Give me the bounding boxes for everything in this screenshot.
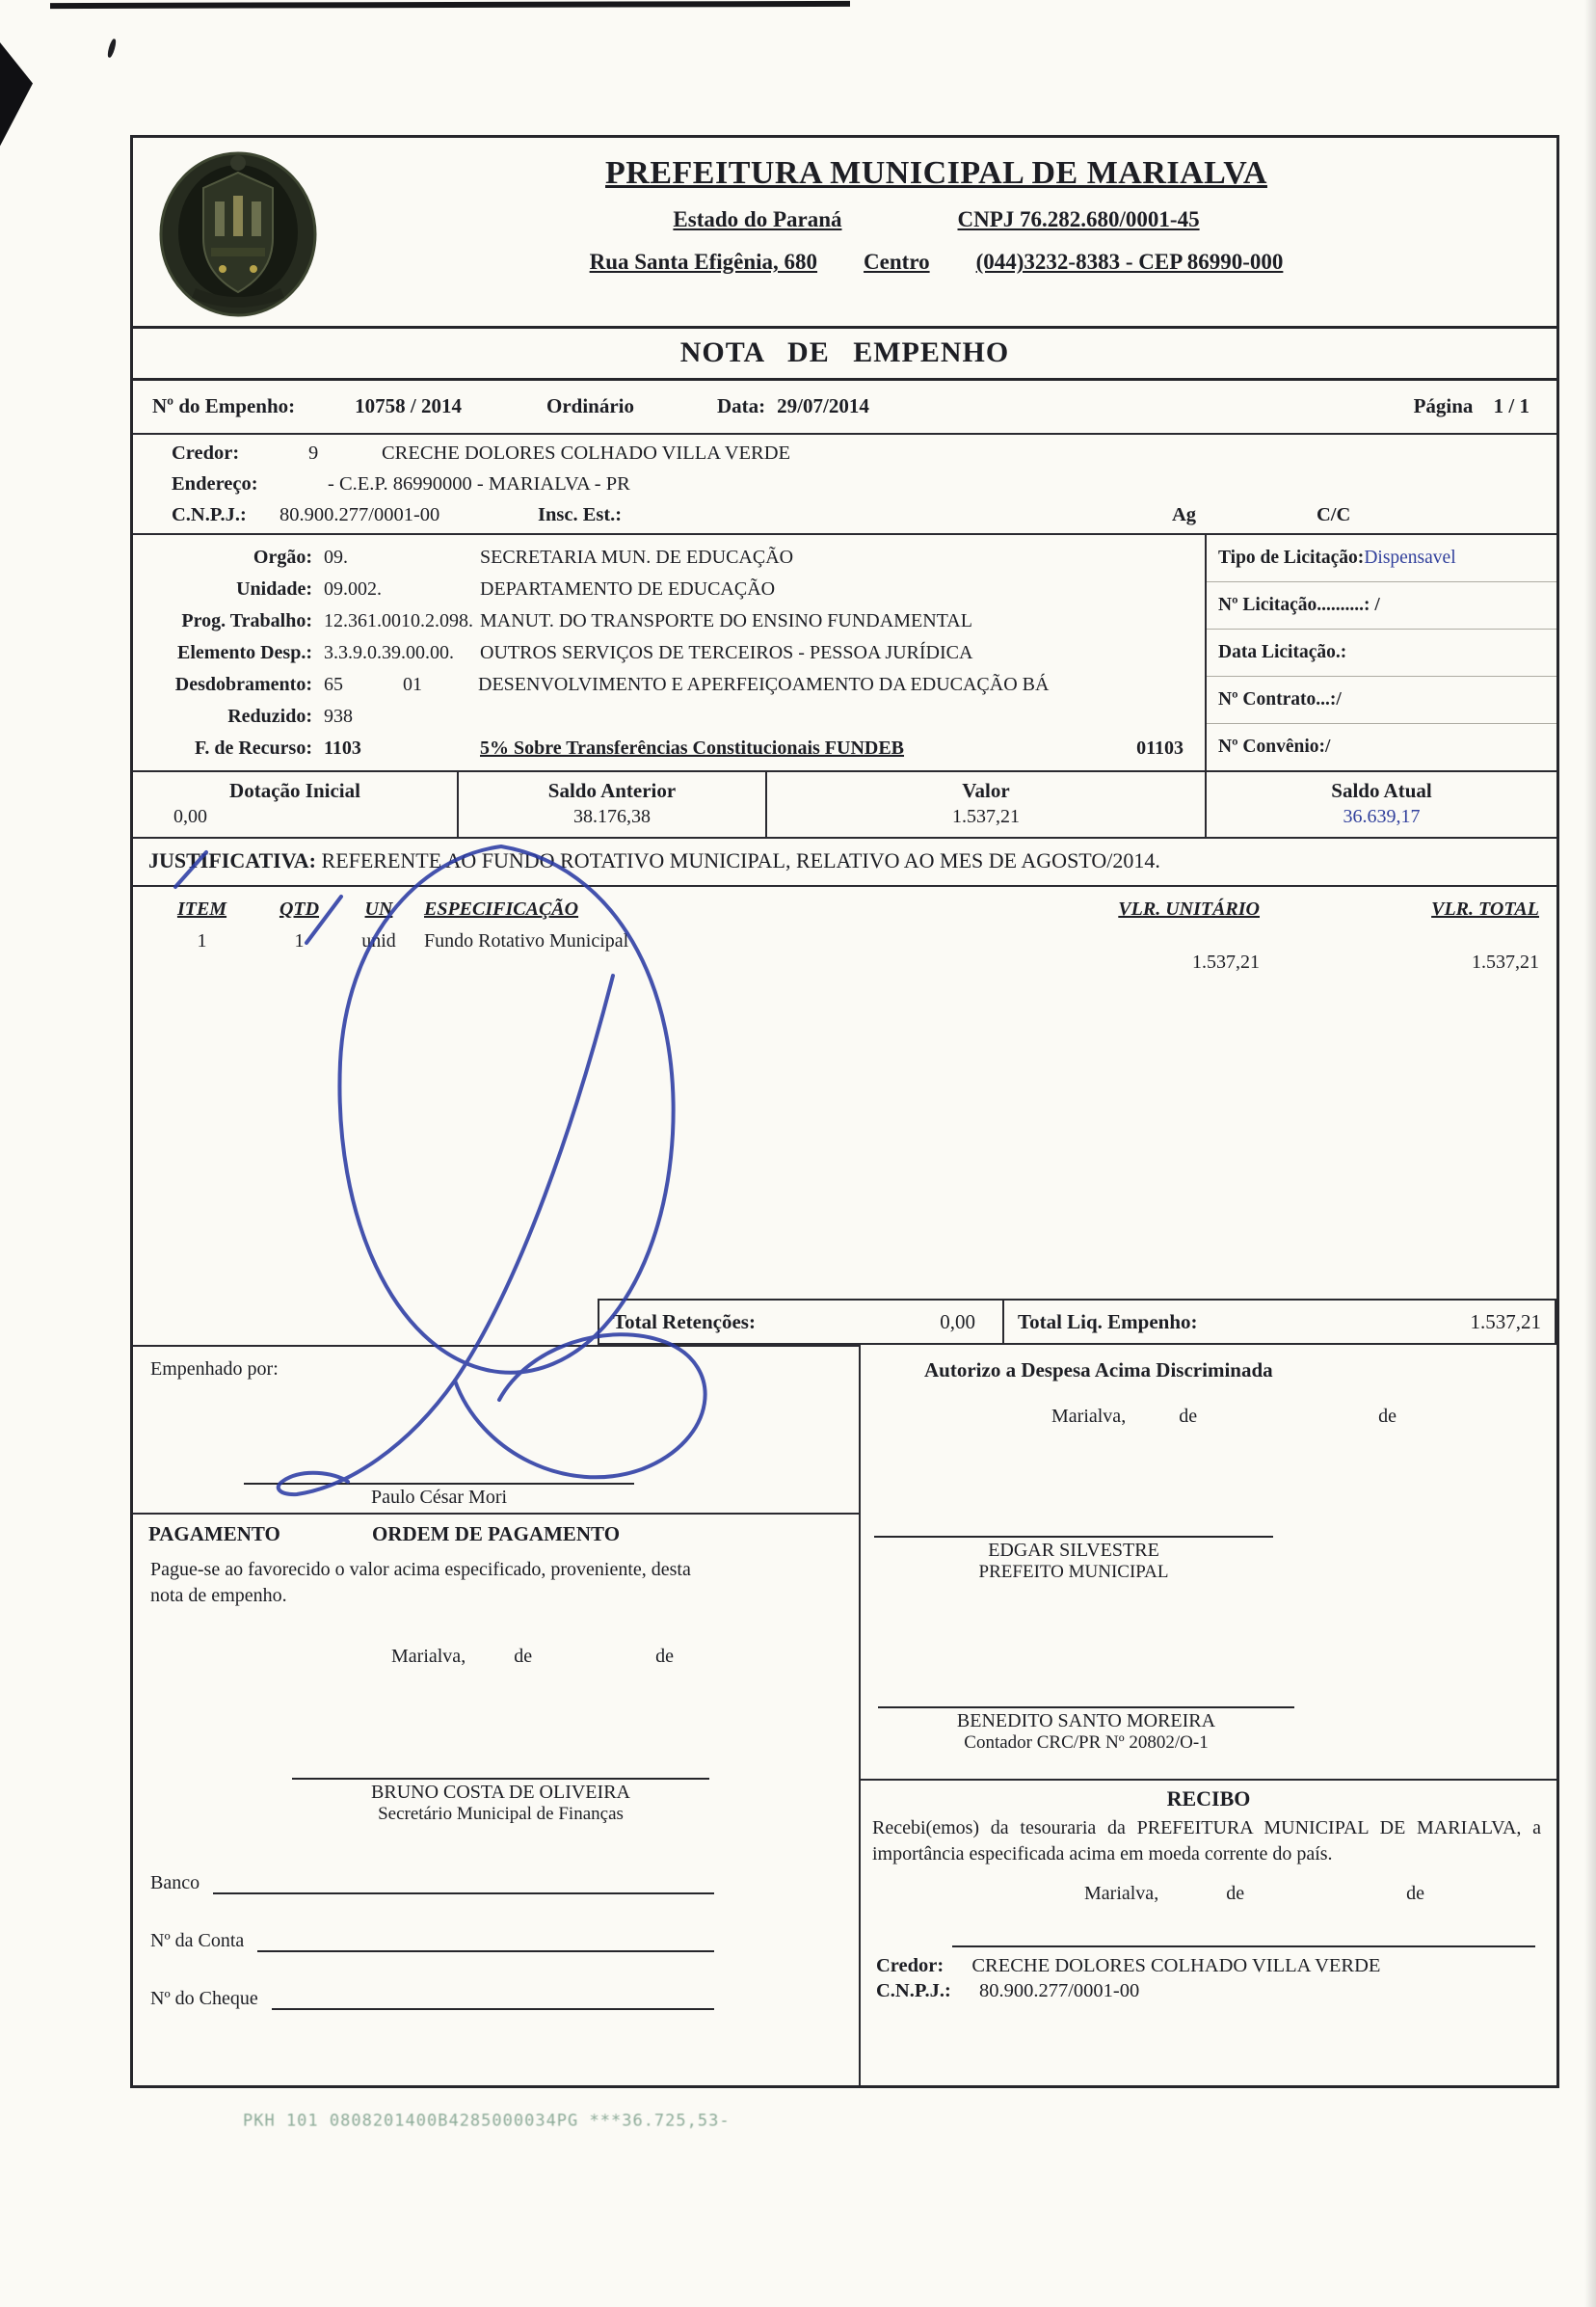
budget-row-elemento bbox=[133, 637, 1205, 669]
header-text-block bbox=[330, 146, 1543, 318]
col-especificacao: ESPECIFICAÇÃO bbox=[424, 899, 579, 920]
secretario-title: Secretário Municipal de Finanças bbox=[378, 1804, 624, 1824]
recibo-cnpj-row bbox=[861, 1980, 1556, 2002]
empenho-number-label: Nº do Empenho: bbox=[152, 394, 296, 417]
unidade-code: 09.002. bbox=[324, 578, 382, 600]
empenho-number: 10758 / 2014 bbox=[355, 394, 462, 417]
col-item: ITEM bbox=[176, 899, 227, 920]
cheque-label: Nº do Cheque bbox=[150, 1988, 258, 2009]
recibo-credor-name: CRECHE DOLORES COLHADO VILLA VERDE bbox=[971, 1955, 1381, 1976]
cheque-blank-line bbox=[272, 1985, 714, 2010]
contador-name: BENEDITO SANTO MOREIRA bbox=[956, 1710, 1216, 1731]
prog-trabalho-label: Prog. Trabalho: bbox=[181, 610, 312, 631]
header-cnpj: CNPJ 76.282.680/0001-45 bbox=[957, 207, 1200, 231]
pen-mark-artifact bbox=[106, 39, 117, 59]
cheque-field bbox=[150, 1985, 714, 2010]
fonte-recurso-desc: 5% Sobre Transferências Constitucionais FUNDEB bbox=[480, 738, 905, 759]
prefeito-name: EDGAR SILVESTRE bbox=[988, 1540, 1159, 1561]
recibo-credor-block bbox=[861, 1945, 1556, 2002]
budget-row-fonte-recurso bbox=[133, 733, 1205, 765]
prefeito-title: PREFEITO MUNICIPAL bbox=[978, 1562, 1169, 1582]
valor-cell bbox=[767, 772, 1205, 837]
recibo-credor-row bbox=[861, 1955, 1556, 1977]
empenho-type: Ordinário bbox=[545, 394, 634, 417]
creditor-label: Credor: bbox=[172, 443, 240, 464]
fonte-recurso-extra: 01103 bbox=[1136, 738, 1184, 759]
total-liquido-value: 1.537,21 bbox=[1470, 1309, 1541, 1333]
month-de-label: de bbox=[1378, 1406, 1396, 1427]
conta-corrente-label: C/C bbox=[1317, 504, 1351, 525]
page-indicator bbox=[1414, 394, 1530, 418]
justificativa-label: JUSTIFICATIVA: bbox=[148, 848, 317, 872]
desdobramento-label: Desdobramento: bbox=[174, 674, 312, 695]
unidade-desc: DEPARTAMENTO DE EDUCAÇÃO bbox=[480, 578, 776, 600]
empenhado-signer-name: Paulo César Mori bbox=[370, 1487, 508, 1508]
creditor-block bbox=[133, 435, 1556, 535]
col-un: UN bbox=[364, 899, 393, 920]
banco-label: Banco bbox=[150, 1872, 200, 1893]
saldo-atual-label: Saldo Atual bbox=[1331, 779, 1432, 802]
crest-graphic bbox=[155, 146, 321, 319]
budget-classification bbox=[133, 535, 1205, 770]
empenhado-por-label: Empenhado por: bbox=[150, 1358, 279, 1380]
day-de-label: de bbox=[1179, 1406, 1198, 1427]
day-de-label: de bbox=[1226, 1883, 1245, 1904]
form-header bbox=[133, 138, 1556, 329]
secretario-signature-block bbox=[292, 1778, 709, 1825]
contador-signature-block bbox=[878, 1706, 1294, 1754]
num-licitacao-label: Nº Licitação..........: / bbox=[1218, 595, 1380, 615]
unidade-label: Unidade: bbox=[236, 578, 312, 600]
balance-row bbox=[133, 772, 1556, 839]
banco-blank-line bbox=[213, 1869, 714, 1894]
empenhado-box bbox=[133, 1347, 859, 1513]
empenhado-signature-line bbox=[244, 1483, 634, 1485]
data-licitacao-row bbox=[1207, 630, 1556, 677]
header-line-3 bbox=[330, 250, 1543, 275]
page-label: Página bbox=[1413, 394, 1474, 417]
tipo-licitacao-row bbox=[1207, 535, 1556, 582]
dot-matrix-code: PKH 101 0808201400B4285000034PG ***36.725,53- bbox=[243, 2111, 731, 2131]
contador-title: Contador CRC/PR Nº 20802/O-1 bbox=[964, 1732, 1209, 1753]
total-liquido-cell bbox=[1002, 1299, 1556, 1345]
saldo-anterior-value: 38.176,38 bbox=[573, 806, 651, 827]
total-liquido-label: Total Liq. Empenho: bbox=[1018, 1309, 1198, 1333]
state-label: Estado do Paraná bbox=[673, 207, 842, 231]
creditor-code: 9 bbox=[308, 443, 319, 464]
desdobramento-code2: 01 bbox=[403, 674, 422, 695]
payment-date-line bbox=[133, 1646, 859, 1668]
conta-label: Nº da Conta bbox=[150, 1930, 245, 1951]
date-label: Data: bbox=[717, 394, 766, 417]
scan-corner-artifact bbox=[0, 42, 33, 150]
document-title: NOTA DE EMPENHO bbox=[133, 329, 1556, 381]
prefeito-signature-block bbox=[874, 1536, 1273, 1583]
pagamento-title: PAGAMENTO bbox=[148, 1522, 280, 1545]
page-value: 1 / 1 bbox=[1493, 394, 1530, 417]
pagamento-header bbox=[133, 1513, 859, 1555]
municipal-crest-logo bbox=[146, 146, 330, 318]
contador-signature-line bbox=[878, 1706, 1294, 1708]
item-unit-price: 1.537,21 bbox=[1192, 952, 1260, 973]
creditor-address: - C.E.P. 86990000 - MARIALVA - PR bbox=[328, 473, 630, 495]
items-blank-area bbox=[133, 974, 1556, 1299]
autorizo-text: Autorizo a Despesa Acima Discriminada bbox=[924, 1358, 1273, 1382]
address-label: Endereço: bbox=[172, 473, 258, 495]
budget-row-orgao bbox=[133, 542, 1205, 574]
dotacao-inicial-label: Dotação Inicial bbox=[229, 779, 360, 802]
num-convenio-row bbox=[1207, 724, 1556, 770]
tipo-licitacao-value: Dispensavel bbox=[1364, 548, 1456, 568]
orgao-label: Orgão: bbox=[253, 547, 312, 568]
recibo-cnpj-value: 80.900.277/0001-00 bbox=[978, 1980, 1140, 2001]
prog-trabalho-code: 12.361.0010.2.098. bbox=[324, 610, 473, 631]
orgao-code: 09. bbox=[324, 547, 348, 568]
saldo-atual-value: 36.639,17 bbox=[1343, 806, 1421, 827]
num-contrato-row bbox=[1207, 677, 1556, 724]
elemento-code: 3.3.9.0.39.00.00. bbox=[324, 642, 454, 663]
orgao-desc: SECRETARIA MUN. DE EDUCAÇÃO bbox=[480, 547, 794, 568]
month-de-label: de bbox=[655, 1646, 674, 1667]
justificativa-text: REFERENTE AO FUNDO ROTATIVO MUNICIPAL, RELATIVO AO MES DE AGOSTO/2014. bbox=[321, 848, 1160, 872]
reduzido-code: 938 bbox=[324, 706, 353, 727]
recibo-cnpj-label: C.N.P.J.: bbox=[876, 1980, 951, 2001]
city-label: Marialva, bbox=[1084, 1883, 1159, 1904]
ordem-pagamento-title: ORDEM DE PAGAMENTO bbox=[371, 1522, 621, 1545]
col-qtd: QTD bbox=[279, 899, 320, 920]
recibo-title: RECIBO bbox=[861, 1779, 1556, 1811]
budget-row-desdobramento bbox=[133, 669, 1205, 701]
cnpj-label: C.N.P.J.: bbox=[172, 504, 247, 525]
month-de-label: de bbox=[1406, 1883, 1424, 1904]
valor-value: 1.537,21 bbox=[952, 806, 1020, 827]
city-label: Marialva, bbox=[391, 1646, 466, 1667]
day-de-label: de bbox=[514, 1646, 533, 1667]
scan-edge-artifact bbox=[50, 1, 850, 9]
col-vlr-unitario: VLR. UNITÁRIO bbox=[1118, 899, 1260, 920]
item-number: 1 bbox=[197, 930, 207, 952]
conta-field bbox=[150, 1927, 714, 1952]
budget-section bbox=[133, 535, 1556, 772]
item-row bbox=[133, 923, 1556, 974]
authorization-date-line bbox=[861, 1406, 1556, 1428]
creditor-name: CRECHE DOLORES COLHADO VILLA VERDE bbox=[382, 443, 791, 464]
reduzido-label: Reduzido: bbox=[227, 706, 312, 727]
dotacao-inicial-value: 0,00 bbox=[173, 806, 207, 827]
saldo-anterior-cell bbox=[459, 772, 767, 837]
total-retencoes-cell bbox=[598, 1299, 1002, 1345]
district-label: Centro bbox=[864, 250, 930, 274]
banco-field bbox=[150, 1869, 714, 1894]
empenhado-signature-block bbox=[244, 1483, 634, 1509]
recibo-text: Recebi(emos) da tesouraria da PREFEITURA MUNICIPAL DE MARIALVA, a importância especificada acima em moeda corrente do país. bbox=[872, 1817, 1541, 1864]
empenho-date: 29/07/2014 bbox=[777, 394, 869, 417]
saldo-anterior-label: Saldo Anterior bbox=[547, 779, 677, 802]
fonte-recurso-label: F. de Recurso: bbox=[194, 738, 312, 759]
item-total: 1.537,21 bbox=[1472, 952, 1539, 973]
elemento-label: Elemento Desp.: bbox=[177, 642, 312, 663]
fonte-recurso-code: 1103 bbox=[324, 738, 361, 759]
header-line-2 bbox=[330, 207, 1543, 232]
recibo-date-line bbox=[861, 1883, 1556, 1905]
recibo-credor-label: Credor: bbox=[876, 1955, 944, 1976]
municipality-title: PREFEITURA MUNICIPAL DE MARIALVA bbox=[605, 155, 1267, 191]
elemento-desc: OUTROS SERVIÇOS DE TERCEIROS - PESSOA JURÍDICA bbox=[480, 642, 973, 663]
secretario-name: BRUNO COSTA DE OLIVEIRA bbox=[371, 1782, 630, 1803]
signature-section bbox=[133, 1345, 1556, 2085]
tipo-licitacao-label: Tipo de Licitação: bbox=[1218, 548, 1365, 568]
desdobramento-desc: DESENVOLVIMENTO E APERFEIÇOAMENTO DA EDUCAÇÃO BÁ bbox=[478, 674, 1050, 695]
data-licitacao-label: Data Licitação.: bbox=[1218, 642, 1347, 662]
city-label: Marialva, bbox=[1051, 1406, 1127, 1427]
empenho-header-row bbox=[133, 381, 1556, 435]
num-convenio-label: Nº Convênio:/ bbox=[1218, 737, 1331, 757]
budget-row-prog-trabalho bbox=[133, 605, 1205, 637]
item-unit: unid bbox=[361, 930, 396, 952]
pague-se-text: Pague-se ao favorecido o valor acima especificado, proveniente, desta nota de empenho. bbox=[150, 1559, 691, 1606]
insc-est-label: Insc. Est.: bbox=[538, 504, 623, 525]
creditor-cnpj: 80.900.277/0001-00 bbox=[279, 504, 440, 525]
payment-column bbox=[133, 1345, 861, 2085]
totals-spacer bbox=[133, 1299, 598, 1345]
licitacao-box bbox=[1205, 535, 1556, 770]
nota-de-empenho-form bbox=[130, 135, 1559, 2088]
budget-row-reduzido bbox=[133, 701, 1205, 733]
items-table-header bbox=[133, 887, 1556, 923]
justificativa-row bbox=[133, 839, 1556, 887]
total-retencoes-label: Total Retenções: bbox=[613, 1309, 756, 1333]
scan-right-edge-shadow bbox=[1584, 0, 1596, 2307]
total-retencoes-value: 0,00 bbox=[940, 1309, 975, 1333]
authorization-column bbox=[861, 1345, 1556, 2085]
phone-cep: (044)3232-8383 - CEP 86990-000 bbox=[975, 250, 1284, 274]
desdobramento-code: 65 bbox=[324, 674, 343, 695]
num-contrato-label: Nº Contrato...:/ bbox=[1218, 689, 1342, 710]
dotacao-inicial-cell bbox=[133, 772, 459, 837]
street-address: Rua Santa Efigênia, 680 bbox=[589, 250, 818, 274]
prefeito-signature-line bbox=[874, 1536, 1273, 1538]
budget-row-unidade bbox=[133, 574, 1205, 605]
saldo-atual-cell bbox=[1205, 772, 1556, 837]
recibo-signature-line bbox=[952, 1945, 1535, 1947]
prog-trabalho-desc: MANUT. DO TRANSPORTE DO ENSINO FUNDAMENTAL bbox=[480, 610, 972, 631]
secretario-signature-line bbox=[292, 1778, 709, 1780]
item-spec: Fundo Rotativo Municipal bbox=[424, 930, 629, 952]
totals-row bbox=[133, 1299, 1556, 1345]
agencia-label: Ag bbox=[1172, 504, 1197, 525]
valor-label: Valor bbox=[962, 779, 1010, 802]
item-qty: 1 bbox=[294, 930, 305, 952]
num-licitacao-row bbox=[1207, 582, 1556, 630]
conta-blank-line bbox=[257, 1927, 714, 1952]
col-vlr-total: VLR. TOTAL bbox=[1431, 899, 1539, 920]
